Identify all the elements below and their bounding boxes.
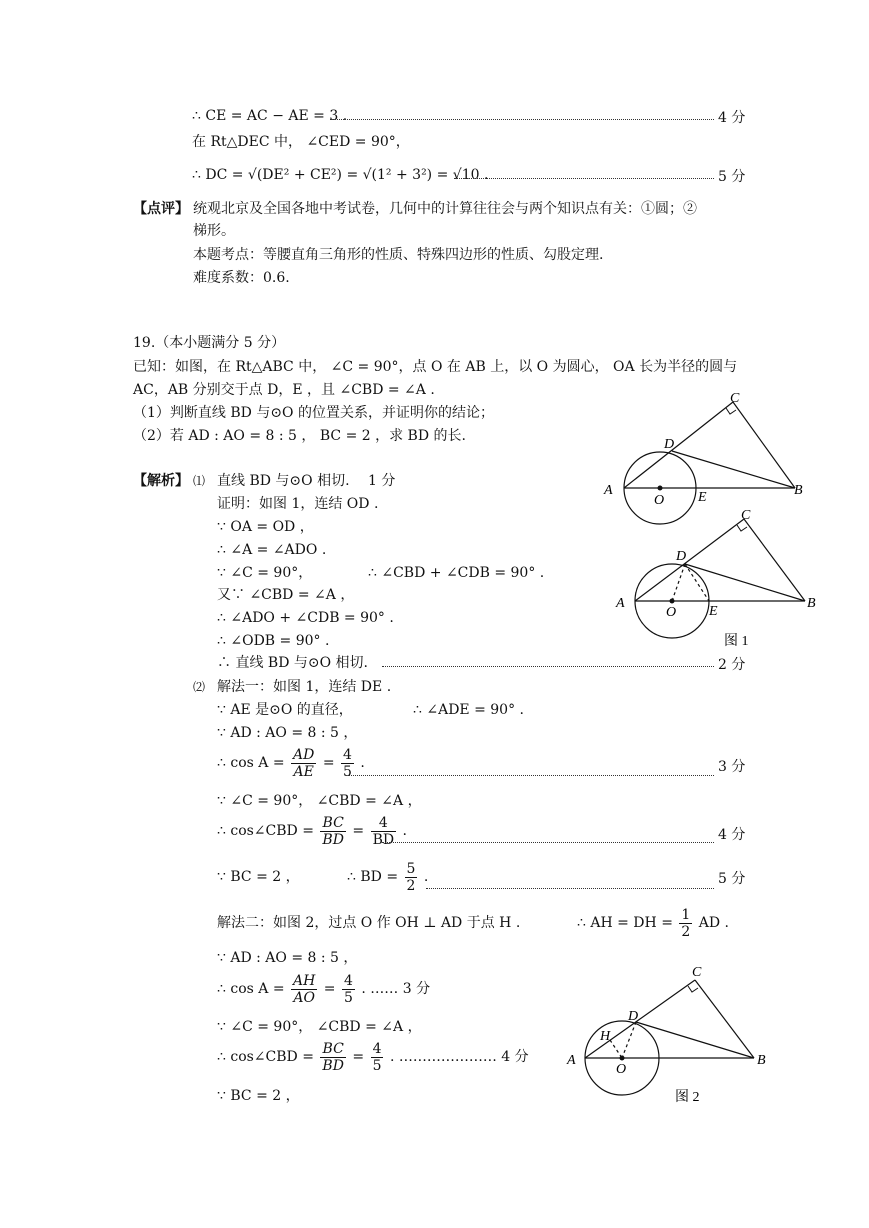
solution-line: ∴ ∠A = ∠ADO . [217, 542, 327, 558]
numerator: 5 [406, 860, 416, 877]
label-b: B [807, 596, 816, 611]
score: 5 分 [718, 871, 746, 887]
label-a: A [567, 1053, 576, 1068]
label-o: O [654, 493, 665, 508]
fraction [291, 973, 317, 1006]
period: . [423, 869, 429, 885]
denominator: 5 [372, 1057, 382, 1074]
label-o: O [666, 605, 677, 620]
label-a: A [616, 596, 625, 611]
equals: = [352, 823, 365, 839]
label-c: C [741, 508, 751, 523]
numerator: 4 [371, 815, 397, 832]
center-point [658, 486, 663, 491]
period: . [360, 755, 365, 771]
score: 4 分 [718, 827, 746, 843]
label-a: A [604, 483, 613, 498]
label-e: E [709, 604, 718, 619]
geometry-figure-2 [562, 960, 792, 1110]
numerator: 4 [343, 972, 353, 989]
numerator: BC [320, 815, 346, 832]
review-text: 梯形。 [193, 223, 235, 239]
dot-leader [348, 775, 714, 776]
denominator: BD [372, 831, 395, 848]
label-b: B [794, 483, 803, 498]
label-h: H [600, 1029, 611, 1044]
solution-line: ∵ ∠C = 90°， [217, 565, 313, 581]
segment-ac [635, 519, 744, 601]
segment-ac [585, 980, 695, 1058]
problem-question: （1）判断直线 BD 与⊙O 的位置关系，并证明你的结论； [133, 405, 494, 421]
line-dc: ∴ DC = √(DE² + CE²) = √(1² + 3²) = √10 . [192, 167, 489, 183]
dot-leader [454, 178, 714, 179]
review-tag: 【点评】 [133, 201, 189, 217]
figure-caption: 图 2 [675, 1090, 700, 1105]
review-difficulty: 难度系数：0.6. [193, 270, 290, 286]
line-dec: 在 Rt△DEC 中， ∠CED = 90°， [192, 134, 410, 150]
problem-text: AC，AB 分别交于点 D，E ，且 ∠CBD = ∠A . [133, 382, 435, 398]
part-number: ⑵ [193, 680, 206, 694]
solution-line: ∵ OA = OD ， [217, 519, 314, 535]
segment-oh [610, 1040, 622, 1058]
center-point [620, 1056, 625, 1061]
numerator: AH [293, 972, 316, 989]
solution-line: 又∵ ∠CBD = ∠A ， [217, 587, 355, 603]
denominator: 5 [343, 989, 353, 1006]
solution-line: 证明：如图 1，连结 OD . [217, 496, 379, 512]
solution-line: 解法一：如图 1，连结 DE . [217, 679, 392, 695]
geometry-figure-1 [600, 505, 830, 665]
solution-line: 直线 BD 与⊙O 相切. 1 分 [217, 473, 396, 489]
solution-line: 解法二：如图 2，过点 O 作 OH ⊥ AD 于点 H . [217, 915, 521, 931]
cos-cbd-equation [217, 814, 407, 848]
dot-leader [382, 666, 714, 667]
numerator: BC [320, 1041, 346, 1058]
label-d: D [676, 549, 687, 564]
right-angle-mark [688, 986, 698, 992]
score: 2 分 [718, 657, 746, 673]
fraction [291, 747, 316, 780]
fraction [405, 861, 418, 894]
solution-line: ∴ ∠ADO + ∠CDB = 90° . [217, 610, 394, 626]
equals: = [323, 981, 336, 997]
solution-line: ∵ BC = 2 ， [217, 1088, 300, 1104]
period-score: . ………………… 4 分 [389, 1049, 529, 1065]
segment-od [672, 564, 685, 601]
segment-cb [695, 980, 754, 1058]
score: 4 分 [718, 110, 746, 126]
label-e: E [698, 490, 707, 505]
denominator: BD [322, 1057, 344, 1074]
figure-caption: 图 1 [724, 634, 749, 649]
dot-leader [330, 119, 714, 120]
fraction [342, 973, 355, 1006]
equals: = [352, 1049, 365, 1065]
fraction [679, 907, 692, 940]
equation-suffix: AD . [698, 915, 729, 931]
numerator: AD [293, 746, 315, 763]
solution-line: ∴ ∠ADE = 90° . [413, 702, 524, 718]
numerator: 4 [343, 746, 352, 763]
equation-prefix: ∴ cos∠CBD = [217, 1049, 314, 1065]
equation-prefix: ∴ AH = DH = [577, 915, 673, 931]
review-text: 统观北京及全国各地中考试卷，几何中的计算往往会与两个知识点有关：①圆；② [193, 201, 697, 217]
equation-prefix: ∴ cos A = [217, 755, 285, 771]
solution-line: ∵ AD : AO = 8 : 5 ， [217, 950, 358, 966]
fraction [320, 815, 346, 848]
cos-cbd-equation-2 [217, 1040, 529, 1074]
denominator: AO [293, 989, 315, 1006]
equation-prefix: ∴ cos A = [217, 981, 285, 997]
review-text: 本题考点：等腰直角三角形的性质、特殊四边形的性质、勾股定理. [193, 247, 604, 263]
denominator: BD [322, 831, 344, 848]
label-d: D [664, 437, 675, 452]
dot-leader [426, 888, 714, 889]
line-ce: ∴ CE = AC − AE = 3 . [192, 108, 348, 124]
denominator: 2 [681, 923, 691, 940]
segment-cb [744, 519, 805, 601]
center-point [670, 599, 675, 604]
score: 3 分 [718, 759, 746, 775]
part-number: ⑴ [193, 474, 206, 488]
score: 5 分 [718, 169, 746, 185]
cos-a-equation-2 [217, 972, 430, 1006]
solution-line: ∵ ∠C = 90°， ∠CBD = ∠A ， [217, 793, 422, 809]
numerator: 1 [681, 906, 691, 923]
problem-question: （2）若 AD : AO = 8 : 5 ， BC = 2 ，求 BD 的长. [133, 428, 466, 444]
label-c: C [730, 391, 740, 406]
right-angle-mark [737, 525, 747, 531]
numerator: 4 [372, 1040, 382, 1057]
denominator: AE [293, 763, 314, 780]
dot-leader [382, 842, 714, 843]
solution-line: ∵ ∠C = 90°， ∠CBD = ∠A ， [217, 1019, 422, 1035]
segment-db [685, 564, 805, 601]
period-score: . …… 3 分 [361, 981, 431, 997]
fraction [371, 1041, 384, 1074]
label-c: C [692, 965, 702, 980]
segment-ac [624, 402, 733, 488]
denominator: 5 [343, 763, 352, 780]
segment-cb [733, 402, 795, 488]
solution-line: ∴ ∠CBD + ∠CDB = 90° . [368, 565, 545, 581]
solution-line: ∵ BC = 2 ， [217, 869, 300, 885]
problem-heading: 19.（本小题满分 5 分） [133, 335, 286, 351]
solution-tag: 【解析】 [133, 473, 189, 489]
solution-line: ∴ 直线 BD 与⊙O 相切. [217, 655, 368, 671]
label-o: O [616, 1062, 627, 1077]
fraction [320, 1041, 346, 1074]
equals: = [322, 755, 335, 771]
cos-a-equation [217, 746, 365, 780]
label-b: B [757, 1053, 766, 1068]
solution-line: ∵ AD : AO = 8 : 5 ， [217, 725, 358, 741]
equation-prefix: ∴ cos∠CBD = [217, 823, 314, 839]
solution-line: ∵ AE 是⊙O 的直径， [217, 702, 353, 718]
right-angle-mark [726, 408, 736, 414]
denominator: 2 [406, 877, 416, 894]
solution-line: ∴ ∠ODB = 90° . [217, 633, 330, 649]
segment-de [685, 564, 709, 601]
problem-text: 已知：如图，在 Rt△ABC 中， ∠C = 90°，点 O 在 AB 上，以 O 为圆心， OA 长为半径的圆与 [133, 359, 738, 375]
ah-equation [577, 906, 729, 940]
period: . [402, 823, 407, 839]
label-d: D [628, 1009, 639, 1024]
equation-prefix: ∴ BD = [347, 869, 399, 885]
bd-equation [347, 860, 428, 894]
